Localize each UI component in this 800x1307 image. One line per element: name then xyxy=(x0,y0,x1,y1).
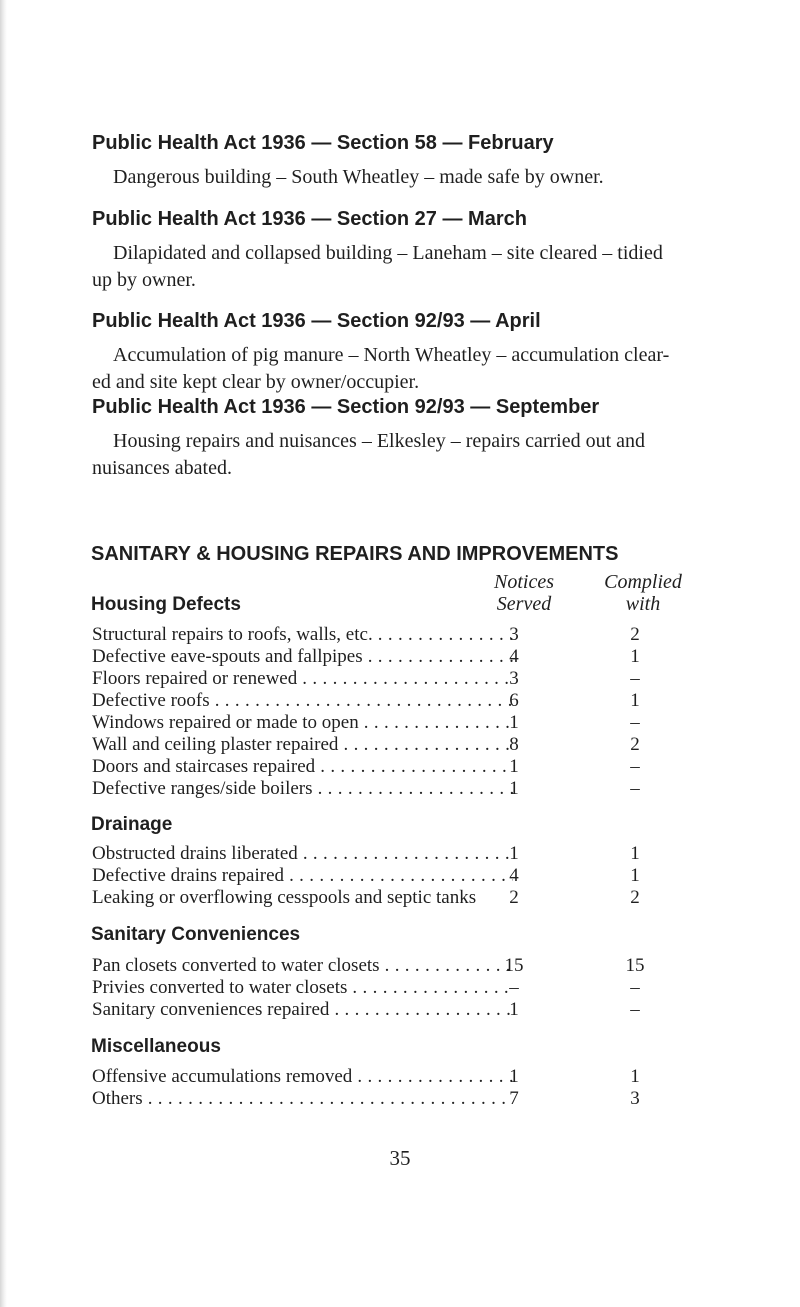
entry-body xyxy=(92,428,709,482)
complied-with-value: 1 xyxy=(630,646,640,667)
column-header-line: with xyxy=(625,593,661,615)
notices-served-value: 7 xyxy=(509,1088,519,1109)
notices-served-value: 8 xyxy=(509,734,519,755)
entry-body xyxy=(92,240,709,294)
entry-body-line: Dilapidated and collapsed building – Laneham – site cleared – tidied xyxy=(113,242,663,264)
entry-heading: Public Health Act 1936 — Section 92/93 — April xyxy=(92,310,541,332)
entry-body-line: ed and site kept clear by owner/occupier. xyxy=(92,371,420,393)
table-row xyxy=(92,624,712,646)
table-row xyxy=(92,778,712,800)
notices-served-value: 3 xyxy=(509,624,519,645)
group-heading-miscellaneous: Miscellaneous xyxy=(91,1036,221,1057)
entry-body xyxy=(92,164,709,191)
notices-served-value: 2 xyxy=(509,887,519,908)
notices-served-value: 4 xyxy=(509,865,519,886)
entry-body xyxy=(92,342,709,396)
notices-served-value: 3 xyxy=(509,668,519,689)
row-label: Defective roofs . . . xyxy=(92,690,513,712)
entry-body-line: Accumulation of pig manure – North Wheatley – accumulation clear- xyxy=(113,344,670,366)
row-label: Others . . . xyxy=(92,1088,513,1110)
row-label: Structural repairs to roofs, walls, etc. . . . xyxy=(92,624,513,646)
column-header-line: Notices xyxy=(494,571,554,593)
row-label: Defective eave-spouts and fallpipes . . . xyxy=(92,646,513,668)
complied-with-value: – xyxy=(630,668,640,689)
notices-served-value: 4 xyxy=(509,646,519,667)
entry-heading: Public Health Act 1936 — Section 92/93 — September xyxy=(92,396,600,418)
complied-with-value: 2 xyxy=(630,624,640,645)
row-label: Privies converted to water closets . . . xyxy=(92,977,513,999)
row-label: Leaking or overflowing cesspools and septic tanks xyxy=(92,887,477,908)
row-label: Floors repaired or renewed . . . xyxy=(92,668,513,690)
table-row xyxy=(92,646,712,668)
table-row xyxy=(92,843,712,865)
table-row xyxy=(92,955,712,977)
row-label: Obstructed drains liberated . . . xyxy=(92,843,513,865)
entry-body-line: up by owner. xyxy=(92,269,196,291)
notices-served-value: 1 xyxy=(509,756,519,777)
table-row xyxy=(92,1088,712,1110)
table-row xyxy=(92,999,712,1021)
row-label: Offensive accumulations removed . . . xyxy=(92,1066,513,1088)
notices-served-value: 6 xyxy=(509,690,519,711)
row-label: Defective ranges/side boilers . . . xyxy=(92,778,513,800)
table-row xyxy=(92,887,712,909)
row-label: Wall and ceiling plaster repaired . . . xyxy=(92,734,513,756)
page-edge-shadow xyxy=(0,0,7,1307)
complied-with-value: 1 xyxy=(630,865,640,886)
notices-served-value: – xyxy=(509,977,519,998)
notices-served-value: 1 xyxy=(509,999,519,1020)
group-heading-housing-defects: Housing Defects xyxy=(91,594,241,615)
complied-with-value: – xyxy=(630,999,640,1020)
row-label: Defective drains repaired . . . xyxy=(92,865,513,887)
column-header-complied-with xyxy=(578,571,708,615)
complied-with-value: 15 xyxy=(625,955,645,976)
complied-with-value: – xyxy=(630,756,640,777)
table-row xyxy=(92,977,712,999)
notices-served-value: 1 xyxy=(509,1066,519,1087)
complied-with-value: – xyxy=(630,778,640,799)
entry-section-58 xyxy=(92,130,709,191)
row-label: Windows repaired or made to open . . . xyxy=(92,712,513,734)
complied-with-value: – xyxy=(630,977,640,998)
table-row xyxy=(92,690,712,712)
complied-with-value: 2 xyxy=(630,887,640,908)
entry-body-line: nuisances abated. xyxy=(92,457,232,479)
table-row xyxy=(92,712,712,734)
row-label: Sanitary conveniences repaired . . . xyxy=(92,999,513,1021)
complied-with-value: 2 xyxy=(630,734,640,755)
entry-section-92-93-april xyxy=(92,308,709,396)
table-row xyxy=(92,734,712,756)
complied-with-value: 1 xyxy=(630,690,640,711)
table-title: SANITARY & HOUSING REPAIRS AND IMPROVEMENTS xyxy=(91,543,619,565)
entry-body-line: Housing repairs and nuisances – Elkesley – repairs carried out and xyxy=(113,430,646,452)
complied-with-value: 3 xyxy=(630,1088,640,1109)
table-row xyxy=(92,756,712,778)
entry-section-27 xyxy=(92,206,709,294)
entry-section-92-93-september xyxy=(92,394,709,482)
table-row xyxy=(92,1066,712,1088)
notices-served-value: 15 xyxy=(504,955,524,976)
column-header-line: Served xyxy=(496,593,552,615)
page-number: 35 xyxy=(389,1146,411,1170)
complied-with-value: 1 xyxy=(630,843,640,864)
table-row xyxy=(92,668,712,690)
row-label: Doors and staircases repaired . . . xyxy=(92,756,513,778)
notices-served-value: 1 xyxy=(509,712,519,733)
group-heading-sanitary-conveniences: Sanitary Conveniences xyxy=(91,924,301,945)
entry-heading: Public Health Act 1936 — Section 58 — February xyxy=(92,132,554,154)
group-heading-drainage: Drainage xyxy=(91,814,173,835)
row-label: Pan closets converted to water closets . . . xyxy=(92,955,513,977)
complied-with-value: 1 xyxy=(630,1066,640,1087)
table-row xyxy=(92,865,712,887)
entry-body-line: Dangerous building – South Wheatley – made safe by owner. xyxy=(113,166,604,188)
column-header-notices-served xyxy=(474,571,574,615)
notices-served-value: 1 xyxy=(509,843,519,864)
entry-heading: Public Health Act 1936 — Section 27 — March xyxy=(92,208,527,230)
complied-with-value: – xyxy=(630,712,640,733)
column-header-line: Complied xyxy=(604,571,682,593)
notices-served-value: 1 xyxy=(509,778,519,799)
